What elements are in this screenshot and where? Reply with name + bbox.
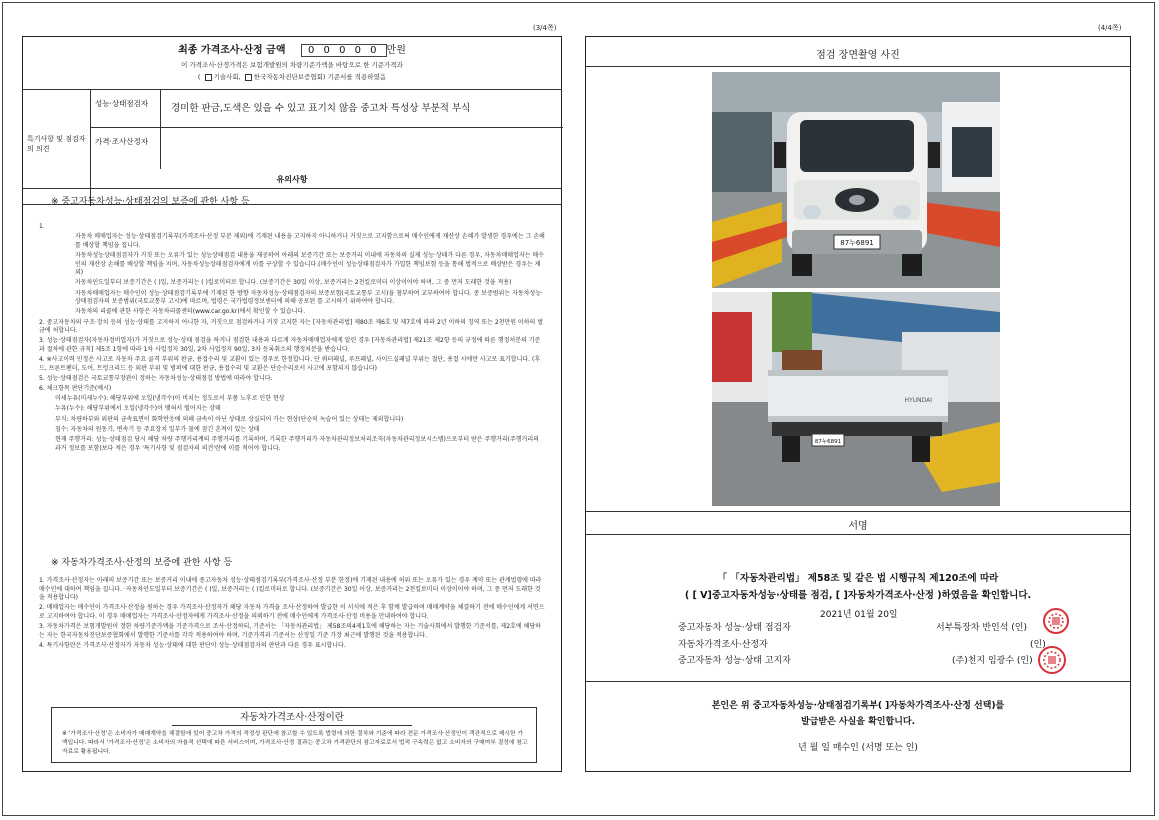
notice-item: 6. 체크항목 판단기준(예시)	[39, 385, 112, 393]
front-plate: 87누6891	[840, 239, 874, 247]
notice-item: 3. 성능·상태점검자(자동차정비업자)가 거짓으로 성능·상태 점검을 하거나 점검한 내용과 다르게 자동차매매업자에게 알린 경우 [자동차관리법] 제21조 제2항 등의 규정에 따른 행정처분의 기준과 절차에 관한 규칙] 제5조 1항에 따라 1차 사업정지 30일, 2차 사업정지 90일, 3차 등록취소의 행정처분을 받습니다.	[39, 337, 541, 353]
opinion-text: 경미한 판금,도색은 있을 수 있고 표기치 않음 중고차 특성상 부분적 부식	[171, 103, 471, 114]
brand-text: HYUNDAI	[904, 397, 932, 404]
rear-truck-photo	[712, 292, 1000, 506]
item-number: 1.	[39, 223, 45, 230]
opinion-row-inspector	[91, 90, 563, 128]
notice-bullet: 자동차 매매업자는 성능·상태점검기록부(가격조사·산정 부분 제외)에 기재된 내용을 고지하지 아니하거나 거짓으로 고지함으로써 매수인에게 재산상 손해가 발생한 경우에는 그 손해를 배상할 책임을 집니다.	[75, 233, 545, 249]
notice-item: 1. 가격조사·산정자는 아래의 보증기간 또는 보증거리 이내에 중고자동차 성능·상태점검기록부(가격조사·산정 부분 한정)에 기재된 내용에 허위 또는 오류가 있는 경우 계약 또는 관계법령에 따라 매수인에 대하여 책임을 집니다. ·자동차인도일부터 보증기간은 ( )일, 보증거리는 ( )킬로미터로 합니다. (보증기간은 30일 이상, 보증거리는 2천킬로미터 이상이어야 하며, 그 중 먼저 도래한 것을 적용합니다)	[39, 577, 542, 602]
price-note-2: ( 기술사회, 한국자동차진단보증협회) 기준서를 적용하였음	[197, 73, 387, 81]
price-label: 최종 가격조사·산정 금액	[178, 45, 286, 56]
signer-label: 자동차가격조사·산정자	[678, 640, 768, 650]
notice-bullet: 자동차매매업자는 매수인이 성능·상태점검기록부에 기재된 한 방향 자동차성능·상태점검자의 보증보험(국토교통부 고시)을 첨부하여 교부하여야 합니다. 중 보증범위는 자동차성능·상태점검자의 보증범위(국토교통부 고시)에 따르며, 법령은 국가법령정보센터에 의해 공포된 를 고시하기 위하여야 합니다.	[75, 289, 543, 306]
notice-bullet: 자동차의 리콜에 관한 사항은 자동차리콜센터(www.car.go.kr)에서 확인할 수 있습니다.	[75, 308, 306, 316]
right-page-panel	[585, 36, 1131, 772]
option-label: 기술사회	[213, 73, 239, 81]
opinion-sub-label: 가격·조사산정자	[91, 128, 161, 169]
checkbox-icon[interactable]	[205, 74, 212, 81]
notice-item: 4. 특기사항란은 가격조사·산정자가 자동차 성능·상태에 대한 판단이 성능·상태점검자의 판단과 다른 경우 표시합니다.	[39, 641, 346, 649]
price-note-1: 이 가격조사·산정가격은 보험개발원의 차량기준가액을 바탕으로 한 기준가격과	[181, 61, 403, 69]
notice-item: 5. 성능·상태점검은 국토교통부장관이 정하는 자동차성능·상태점검 방법에 따라야 합니다.	[39, 374, 273, 382]
left-page-panel	[22, 36, 562, 772]
sign-date: 2021년 01월 20일	[820, 610, 898, 620]
page-number-right: (4/4쪽)	[1098, 24, 1122, 32]
definition-title: 자동차가격조사·산정이란	[172, 706, 412, 726]
photo-section-title: 점검 장면촬영 사진	[586, 37, 1130, 67]
notice-bullet: 자동차인도일부터 보증기간은 ( )일, 보증거리는 ( )킬로미터로 합니다. (보증기간은 30일 이상, 보증거리는 2천킬로미터 이상이어야 하며, 그 중 먼저 도래한 것을 적용)	[75, 279, 512, 287]
notice-item: 3. 자동차가격은 보험개발원이 정한 차량기준가액을 기준가격으로 조사·산정하되, 기준서는 「자동차관리법」 제58조의4제1호에 해당하는 자는 기술사회에서 발행한 기준서를, 제2호에 해당하는 자는 한국자동차진단보증협회에서 발행한 기준서를 각각 적용하여야 하며, 기준가격과 기준서는 산정일 기준 가장 최근에 발행된 것을 적용합니다.	[39, 623, 541, 639]
signer-value: (주)천지 임광수 (인)	[952, 656, 1033, 666]
law-line-1: 「 「자동차관리법」 제58조 및 같은 법 시행규칙 제120조에 따라	[717, 573, 999, 584]
signature-section-title: 서명	[586, 511, 1130, 535]
notice-item: 2. 매매업자는 매수인이 가격조사·산정을 원하는 경우 가격조사·산정자가 해당 자동차 가격을 조사·산정하여 발급한 이 서식에 적은 후 함께 발급하며 매매계약을 체결하기 전에 매수인에게 서면으로 고지하여야 합니다. 이 경우 매매업자는 가격조사·산정자에게 가격조사·산정을 의뢰하기 전에 매수인에게 가격조사·산정 비용을 안내하여야 합니다.	[39, 604, 545, 620]
notice-sub: 누유(누수): 해당부위에서 오일(냉각수)이 맺혀서 떨어지는 상태	[55, 405, 221, 413]
definition-body: ※ '가격조사·산정'은 소비자가 매매계약을 체결함에 있어 중고차 가격의 적정성 판단에 참고할 수 있도록 법령에 의한 절차와 기준에 따라 전문 가격조사·산정인이 객관적으로 제시한 가액입니다. 따라서 '가격조사·산정'은 소비자의 자율적 선택에 따른 서비스이며, 가격조사·산정 결과는 중고차 가격판단의 참고자료로서 법적 구속력은 없고 소비자의 구매여부 결정에 참고자료로 활용됩니다.	[62, 731, 528, 755]
confirm-text	[586, 698, 1130, 730]
law-line-2: ( [ V]중고자동차성능·상태를 점검, [ ]자동차가격조사·산정 )하였음을 확인합니다.	[684, 590, 1032, 601]
final-price-row	[23, 37, 561, 57]
notice-item: 4. ※사고이력 인정은 사고로 자동차 주요 골격 부위의 판금, 용접수리 및 교환이 있는 경우로 한정합니다. 단 쿼터패널, 루프패널, 사이드실패널 부위는 절단, 용접 시에만 사고로 표기합니다. (후드, 프론트펜더, 도어, 트렁크리드 등 외판 부위 및 범퍼에 대한 판금, 용접수리 및 교환은 단순수리로서 사고에 포함되지 않습니다)	[39, 356, 541, 372]
signer-label: 중고자동차 성능·상태 점검자	[678, 623, 791, 633]
signer-label: 중고자동차 성능·상태 고지자	[678, 656, 791, 666]
page-number-left: (3/4쪽)	[533, 24, 557, 32]
option-label: 한국자동차진단보증협회	[253, 73, 323, 81]
seal-stamp-icon	[1037, 645, 1067, 675]
notice-header: 유의사항	[23, 169, 561, 189]
price-value: 0 0 0 0 0	[301, 44, 387, 57]
signer-value: 서부특장차 반인석 (인)	[936, 623, 1027, 633]
notice-sub: 침수: 자동차의 원동기, 변속기 등 주요장치 일부가 물에 잠긴 흔적이 있는 상태	[55, 425, 260, 433]
notice-item: 2. 중고자동차의 구조·장치 등의 성능·상태를 고지하지 아니한 자, 거짓으로 점검하거나 거짓 고지한 자는 [자동차관리법] 제80조 제6호 및 제7호에 따라 2년 이하의 징역 또는 2천만원 이하의 벌금에 처합니다.	[39, 318, 544, 335]
price-unit: 만원	[386, 45, 406, 56]
notice-bullet: 자동차성능상태점검자가 거짓 또는 오류가 있는 성능상태점검 내용을 제공하여 아래의 보증기간 또는 보증거리 이내에 자동차의 실제 성능·상태가 다른 경우, 자동차매매업자는 매수인의 재산상 손해를 배상할 책임을 지며, 자동차성능상태점검자에게 이를 구상할 수 있습니다.(매수인이 성능상태점검자가 가입한 책임보험 등을 통해 법적으로 배상받은 경우는 제외)	[75, 251, 544, 277]
confirm-line-1: 본인은 위 중고자동차성능·상태점검기록부( ]자동차가격조사·산정 선택)를	[711, 701, 1005, 711]
seal-stamp-icon	[1042, 607, 1070, 635]
section-title-inspection: ※ 중고자동차성능·상태점검의 보증에 관한 사항 등	[51, 197, 250, 207]
opinion-sub-label: 성능·상태점검자	[91, 90, 161, 127]
inspection-notice-body	[39, 223, 545, 455]
signer-value: (인)	[1030, 640, 1046, 650]
checkbox-icon[interactable]	[245, 74, 252, 81]
buyer-sign-line: 년 월 일 매수인 (서명 또는 인)	[798, 743, 918, 753]
appraisal-definition-box	[51, 707, 537, 763]
notice-sub: 미세누유(미세누수): 해당부위에 오일(냉각수)이 비치는 정도로서 부품 노후로 인한 현상	[55, 395, 285, 403]
notice-sub: 부식: 차량하부와 외판의 금속표면이 화학반응에 의해 금속이 아닌 상태로 상실되어 가는 현상(단순히 녹슬어 있는 상태는 제외합니다)	[55, 415, 404, 423]
opinion-label: 특기사항 및 점검자의 의견	[23, 90, 91, 206]
section-title-appraisal: ※ 자동차가격조사·산정의 보증에 관한 사항 등	[51, 558, 233, 568]
truck-rear-image	[712, 292, 1000, 506]
truck-front-image	[712, 72, 1000, 288]
notice-sub: 현재 주행거리: 성능·상태점검 당시 해당 차량 주행거리계의 주행거리를 기록하며, 기록한 주행거리가 자동차관리정보처리조직(자동차관리정보시스템)으로부터 받은 주행거리(주행거리의 과거 정보를 포함)보다 적은 경우 '특기사항 및 점검자의 의견'란에 이를 적어야 합니다.	[55, 435, 539, 452]
opinion-row-appraiser	[91, 128, 563, 169]
confirm-line-2: 발급받은 사실을 확인합니다.	[800, 717, 915, 727]
rear-plate: 87누6891	[814, 439, 842, 445]
front-truck-photo	[712, 72, 1000, 288]
buyer-confirmation	[586, 681, 1130, 773]
appraisal-notice-body	[39, 577, 545, 652]
